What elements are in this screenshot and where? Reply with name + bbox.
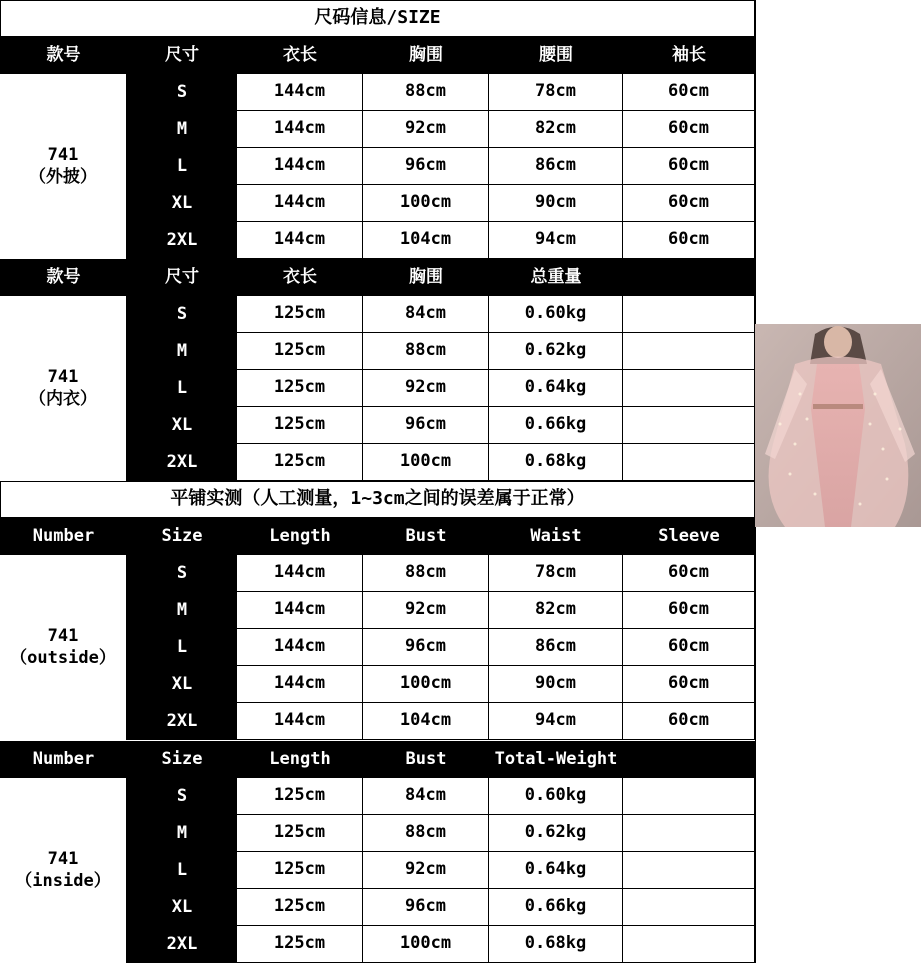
- table-cell: 0.62kg: [489, 333, 623, 370]
- style-number: 741: [47, 849, 79, 870]
- size-cell: L: [127, 852, 237, 889]
- table-cell: 125cm: [237, 778, 363, 815]
- header-cell: Length: [237, 518, 363, 555]
- table-cell: 100cm: [363, 926, 489, 963]
- header-cell: Total-Weight: [489, 741, 623, 778]
- header-cell: 款号: [0, 259, 127, 296]
- empty-cell: [623, 333, 755, 370]
- table-cell: 104cm: [363, 703, 489, 740]
- table-cell: 144cm: [237, 592, 363, 629]
- size-cell: M: [127, 333, 237, 370]
- style-number: 741: [47, 367, 79, 388]
- size-cell: L: [127, 629, 237, 666]
- garment-part: （inside）: [15, 870, 111, 891]
- header-cell: 胸围: [363, 37, 489, 74]
- table-cell: 86cm: [489, 629, 623, 666]
- table-cell: 82cm: [489, 592, 623, 629]
- table-cell: 100cm: [363, 185, 489, 222]
- header-cell: 尺寸: [127, 37, 237, 74]
- size-cell: 2XL: [127, 926, 237, 963]
- table-cell: 60cm: [623, 185, 755, 222]
- header-cell: Size: [127, 741, 237, 778]
- table-cell: 92cm: [363, 370, 489, 407]
- size-cell: S: [127, 74, 237, 111]
- table-cell: 0.66kg: [489, 407, 623, 444]
- size-cell: L: [127, 370, 237, 407]
- garment-part: （outside）: [10, 647, 116, 668]
- table-cell: 78cm: [489, 74, 623, 111]
- table-cell: 78cm: [489, 555, 623, 592]
- table-cell: 90cm: [489, 185, 623, 222]
- header-cell: Size: [127, 518, 237, 555]
- table-cell: 0.60kg: [489, 778, 623, 815]
- table-cell: 84cm: [363, 778, 489, 815]
- header-cell: 衣长: [237, 259, 363, 296]
- table-cell: 0.64kg: [489, 852, 623, 889]
- empty-cell: [623, 852, 755, 889]
- table-cell: 125cm: [237, 333, 363, 370]
- header-cell: 胸围: [363, 259, 489, 296]
- table-cell: 100cm: [363, 444, 489, 481]
- size-cell: L: [127, 148, 237, 185]
- table-cell: 88cm: [363, 555, 489, 592]
- table-cell: 82cm: [489, 111, 623, 148]
- size-cell: 2XL: [127, 444, 237, 481]
- table-cell: 94cm: [489, 703, 623, 740]
- header-cell: 款号: [0, 37, 127, 74]
- empty-cell: [623, 926, 755, 963]
- style-number-label: [0, 74, 127, 259]
- table-cell: 144cm: [237, 629, 363, 666]
- table-cell: 60cm: [623, 703, 755, 740]
- size-cell: XL: [127, 407, 237, 444]
- table-cell: 100cm: [363, 666, 489, 703]
- header-cell: Waist: [489, 518, 623, 555]
- table-cell: 125cm: [237, 815, 363, 852]
- empty-cell: [623, 778, 755, 815]
- table-cell: 92cm: [363, 592, 489, 629]
- table-cell: 60cm: [623, 148, 755, 185]
- table-cell: 0.64kg: [489, 370, 623, 407]
- header-cell: Number: [0, 518, 127, 555]
- header-cell: 腰围: [489, 37, 623, 74]
- table-cell: 0.60kg: [489, 296, 623, 333]
- table-cell: 0.68kg: [489, 926, 623, 963]
- header-cell: Bust: [363, 518, 489, 555]
- table-cell: 96cm: [363, 148, 489, 185]
- table-cell: 125cm: [237, 370, 363, 407]
- table-cell: 144cm: [237, 703, 363, 740]
- table-cell: 96cm: [363, 629, 489, 666]
- table-cell: 88cm: [363, 74, 489, 111]
- empty-cell: [623, 407, 755, 444]
- size-cell: 2XL: [127, 222, 237, 259]
- table-cell: 144cm: [237, 555, 363, 592]
- table-cell: 60cm: [623, 555, 755, 592]
- empty-cell: [623, 889, 755, 926]
- style-number: 741: [47, 145, 79, 166]
- header-cell: Length: [237, 741, 363, 778]
- table-cell: 60cm: [623, 592, 755, 629]
- table-cell: 125cm: [237, 889, 363, 926]
- table-cell: 144cm: [237, 74, 363, 111]
- table-cell: 88cm: [363, 815, 489, 852]
- header-cell: Bust: [363, 741, 489, 778]
- table-cell: 104cm: [363, 222, 489, 259]
- table-cell: 0.62kg: [489, 815, 623, 852]
- table-cell: 125cm: [237, 852, 363, 889]
- size-cell: XL: [127, 185, 237, 222]
- size-cell: XL: [127, 666, 237, 703]
- table-cell: 60cm: [623, 111, 755, 148]
- header-cell: 总重量: [489, 259, 623, 296]
- table-cell: 144cm: [237, 222, 363, 259]
- table-cell: 88cm: [363, 333, 489, 370]
- table-cell: 86cm: [489, 148, 623, 185]
- empty-cell: [623, 296, 755, 333]
- empty-cell: [623, 370, 755, 407]
- garment-part: （外披）: [29, 166, 97, 187]
- table-cell: 96cm: [363, 407, 489, 444]
- header-cell: 衣长: [237, 37, 363, 74]
- size-cell: M: [127, 592, 237, 629]
- table-cell: 92cm: [363, 852, 489, 889]
- table-cell: 84cm: [363, 296, 489, 333]
- style-number-label: [0, 296, 127, 481]
- style-number-label: [0, 555, 127, 740]
- measurement-note: 平铺实测（人工测量，1~3cm之间的误差属于正常）: [0, 481, 755, 518]
- table-cell: 60cm: [623, 629, 755, 666]
- style-number: 741: [47, 626, 79, 647]
- table-cell: 96cm: [363, 889, 489, 926]
- table-cell: 60cm: [623, 74, 755, 111]
- size-cell: S: [127, 296, 237, 333]
- size-cell: 2XL: [127, 703, 237, 740]
- table-cell: 94cm: [489, 222, 623, 259]
- table-cell: 0.68kg: [489, 444, 623, 481]
- table-cell: 0.66kg: [489, 889, 623, 926]
- empty-cell: [623, 444, 755, 481]
- table-cell: 144cm: [237, 148, 363, 185]
- header-cell: 尺寸: [127, 259, 237, 296]
- table-cell: 144cm: [237, 666, 363, 703]
- header-cell: 袖长: [623, 37, 755, 74]
- table-cell: 90cm: [489, 666, 623, 703]
- table-cell: 60cm: [623, 666, 755, 703]
- table-cell: 92cm: [363, 111, 489, 148]
- size-cell: M: [127, 111, 237, 148]
- header-cell: Sleeve: [623, 518, 755, 555]
- table-cell: 125cm: [237, 444, 363, 481]
- size-cell: S: [127, 555, 237, 592]
- product-photo: [755, 324, 921, 527]
- table-cell: 144cm: [237, 111, 363, 148]
- style-number-label: [0, 778, 127, 963]
- table-cell: 60cm: [623, 222, 755, 259]
- chart-title: 尺码信息/SIZE: [0, 0, 755, 37]
- table-cell: 125cm: [237, 407, 363, 444]
- model-in-pink-dress-image: [755, 324, 921, 527]
- table-cell: 125cm: [237, 926, 363, 963]
- header-cell: Number: [0, 741, 127, 778]
- table-cell: 125cm: [237, 296, 363, 333]
- size-cell: XL: [127, 889, 237, 926]
- size-cell: M: [127, 815, 237, 852]
- size-cell: S: [127, 778, 237, 815]
- garment-part: （内衣）: [29, 388, 97, 409]
- empty-cell: [623, 815, 755, 852]
- table-cell: 144cm: [237, 185, 363, 222]
